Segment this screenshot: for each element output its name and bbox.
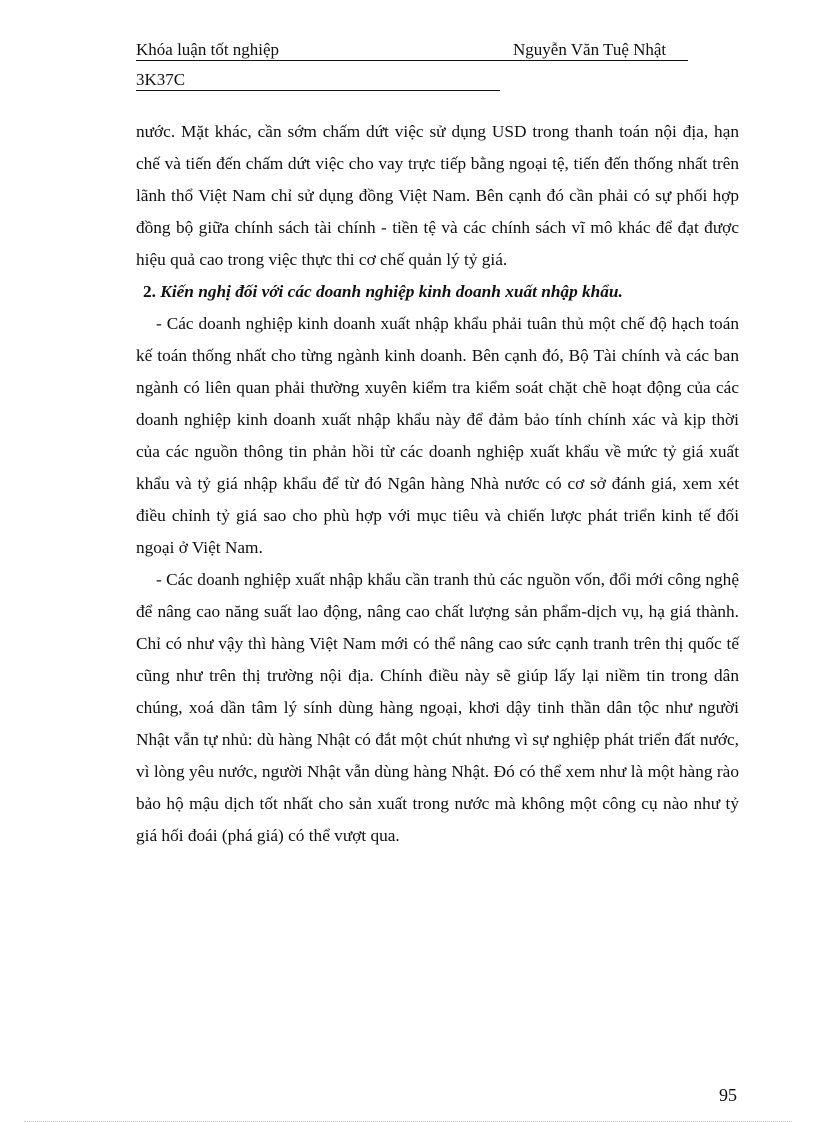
class-code: 3K37C bbox=[136, 70, 186, 89]
body-text bbox=[136, 116, 739, 852]
footer-divider bbox=[24, 1121, 792, 1122]
section-heading bbox=[136, 276, 739, 308]
page-number: 95 bbox=[719, 1085, 737, 1105]
paragraph-2: - Các doanh nghiệp kinh doanh xuất nhập khẩu phải tuân thủ một chế độ hạch toán kế toán thống nhất cho từng ngành kinh doanh. Bên cạnh đó, Bộ Tài chính và các ban ngành có liên quan phải thường xuyên kiểm tra kiểm soát chặt chẽ hoạt động của các doanh nghiệp kinh doanh xuất nhập khẩu này để đảm bảo tính chính xác và kịp thời của các nguồn thông tin phản hồi từ các doanh nghiệp xuất khẩu về mức tỷ giá xuất khẩu và tỷ giá nhập khẩu để từ đó Ngân hàng Nhà nước có cơ sở đánh giá, xem xét điều chỉnh tỷ giá sao cho phù hợp với mục tiêu và chiến lược phát triển kinh tế đối ngoại ở Việt Nam. bbox=[136, 314, 739, 557]
thesis-label: Khóa luận tốt nghiệp bbox=[136, 40, 280, 59]
heading-number: 2. bbox=[143, 282, 156, 301]
header-class-line bbox=[136, 70, 500, 91]
author-name: Nguyễn Văn Tuệ Nhật bbox=[513, 40, 667, 59]
heading-title: Kiến nghị đối với các doanh nghiệp kinh doanh xuất nhập khẩu. bbox=[160, 282, 623, 301]
paragraph-1: nước. Mặt khác, cần sớm chấm dứt việc sử dụng USD trong thanh toán nội địa, hạn chế và tiến đến chấm dứt việc cho vay trực tiếp bằng ngoại tệ, tiến đến thống nhất trên lãnh thổ Việt Nam chỉ sử dụng đồng Việt Nam. Bên cạnh đó cần phải có sự phối hợp đồng bộ giữa chính sách tài chính - tiền tệ và các chính sách vĩ mô khác để đạt được hiệu quả cao trong việc thực thi cơ chế quản lý tỷ giá. bbox=[136, 122, 739, 269]
paragraph-3: - Các doanh nghiệp xuất nhập khẩu cần tranh thủ các nguồn vốn, đổi mới công nghệ để nâng cao năng suất lao động, nâng cao chất lượng sản phẩm-dịch vụ, hạ giá thành. Chỉ có như vậy thì hàng Việt Nam mới có thể nâng cao sức cạnh tranh trên thị quốc tế cũng như trên thị trường nội địa. Chính điều này sẽ giúp lấy lại niềm tin trong dân chúng, xoá dần tâm lý sính dùng hàng ngoại, khơi dậy tinh thần dân tộc như người Nhật vẫn tự nhủ: dù hàng Nhật có đắt một chút nhưng vì sự nghiệp phát triển đất nước, vì lòng yêu nước, người Nhật vẫn dùng hàng Nhật. Đó có thể xem như là một hàng rào bảo hộ mậu dịch tốt nhất cho sản xuất trong nước mà không một công cụ nào như tỷ giá hối đoái (phá giá) có thể vượt qua. bbox=[136, 570, 739, 845]
header-title-line bbox=[136, 40, 688, 61]
